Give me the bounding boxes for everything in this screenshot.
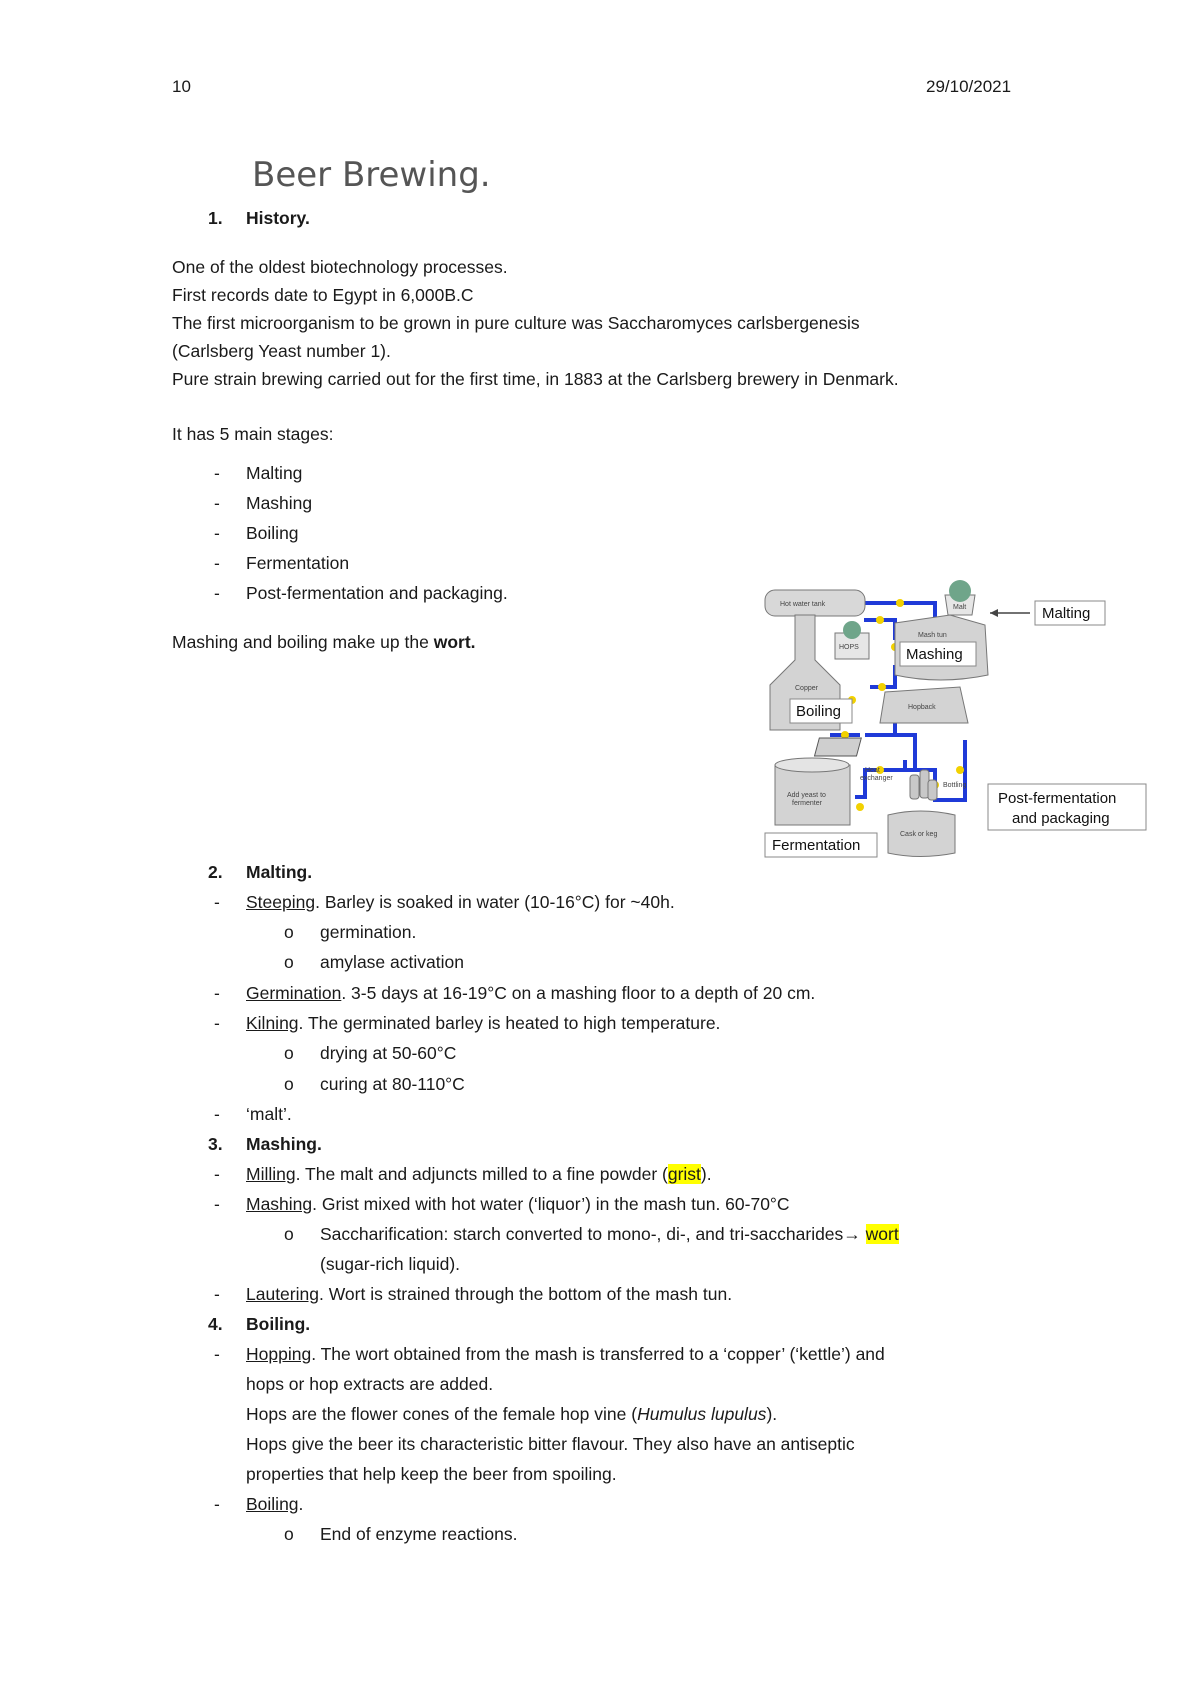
boiling-sub: End of enzyme reactions.	[320, 1524, 518, 1544]
kilning-sub: curing at 80-110°C	[320, 1074, 465, 1094]
add-yeast-label-2: fermenter	[792, 800, 822, 807]
section-number: 1.	[208, 208, 223, 228]
hops-label: HOPS	[839, 644, 859, 651]
hops-latin: Humulus lupulus	[637, 1404, 767, 1424]
germination-text: . 3-5 days at 16-19°C on a mashing floor to a depth of 20 cm.	[341, 983, 816, 1003]
section-number: 4.	[208, 1314, 223, 1334]
bottling-label: Bottling	[943, 782, 967, 789]
lautering-text: . Wort is strained through the bottom of the mash tun.	[318, 1284, 733, 1304]
hopping-line	[246, 1340, 885, 1368]
hops-pile	[843, 621, 861, 639]
boiling-callout-label: Boiling	[796, 703, 842, 720]
grist-highlight: grist	[667, 1164, 701, 1184]
milling-text: . The malt and adjuncts milled to a fine powder (	[295, 1164, 668, 1184]
document-title: Beer Brewing.	[252, 155, 491, 195]
lautering-term: Lautering	[246, 1284, 319, 1304]
steeping-term: Steeping	[246, 892, 316, 912]
wort-note	[172, 628, 476, 656]
stage-item: Boiling	[246, 523, 299, 543]
milling-term: Milling	[246, 1164, 296, 1184]
dash-bullet: -	[214, 1104, 220, 1124]
add-yeast-label-1: Add yeast to	[787, 792, 826, 799]
germination-term: Germination	[246, 983, 342, 1003]
heat-exchanger	[815, 738, 862, 756]
dash-bullet: -	[214, 583, 220, 603]
hot-water-tank-label: Hot water tank	[780, 601, 826, 608]
section-heading-mashing: Mashing.	[246, 1134, 322, 1154]
steeping-sub: amylase activation	[320, 952, 464, 972]
circle-bullet: o	[284, 1224, 294, 1244]
circle-bullet: o	[284, 1074, 294, 1094]
boiling-text: .	[298, 1494, 304, 1514]
milling-line	[246, 1160, 712, 1188]
lautering-line	[246, 1280, 732, 1308]
boiling-line	[246, 1490, 303, 1518]
kilning-text: . The germinated barley is heated to high temperature.	[298, 1013, 721, 1033]
history-line: (Carlsberg Yeast number 1).	[172, 341, 391, 361]
hopping-term: Hopping	[246, 1344, 312, 1364]
mashing-text: . Grist mixed with hot water (‘liquor’) in the mash tun. 60-70°C	[312, 1194, 790, 1214]
mash-tun-label: Mash tun	[918, 632, 947, 639]
heat-exchanger-label-1: Heat	[865, 767, 880, 774]
post-fermentation-label-1: Post-fermentation	[998, 790, 1117, 807]
cask-keg-label: Cask or keg	[900, 831, 938, 838]
kilning-sub: drying at 50-60°C	[320, 1043, 457, 1063]
mashing-line	[246, 1190, 790, 1218]
boiling-term: Boiling	[246, 1494, 299, 1514]
fermentation-callout-label: Fermentation	[772, 837, 861, 854]
malt-label: Malt	[953, 604, 967, 611]
stage-item: Fermentation	[246, 553, 350, 573]
stage-item: Post-fermentation and packaging.	[246, 583, 508, 603]
dash-bullet: -	[214, 463, 220, 483]
wort-note-text: Mashing and boiling make up the	[172, 632, 434, 652]
mashing-callout-label: Mashing	[906, 646, 963, 663]
section-heading-boiling: Boiling.	[246, 1314, 311, 1334]
milling-end: ).	[700, 1164, 712, 1184]
kilning-line	[246, 1009, 720, 1037]
hops-def-end: ).	[766, 1404, 778, 1424]
dash-bullet: -	[214, 1284, 220, 1304]
hops-line: Hops give the beer its characteristic bitter flavour. They also have an antiseptic	[246, 1434, 855, 1454]
post-fermentation-label-2: and packaging	[1012, 810, 1110, 827]
dash-bullet: -	[214, 1194, 220, 1214]
circle-bullet: o	[284, 922, 294, 942]
history-line: Pure strain brewing carried out for the first time, in 1883 at the Carlsberg brewery in Denmark.	[172, 369, 899, 389]
circle-bullet: o	[284, 952, 294, 972]
stages-intro: It has 5 main stages:	[172, 424, 334, 444]
dash-bullet: -	[214, 1013, 220, 1033]
dash-bullet: -	[214, 1344, 220, 1364]
malt-pile	[949, 580, 971, 602]
copper-label: Copper	[795, 685, 818, 692]
hopping-cont: hops or hop extracts are added.	[246, 1374, 494, 1394]
hops-line: properties that help keep the beer from spoiling.	[246, 1464, 617, 1484]
kilning-term: Kilning	[246, 1013, 299, 1033]
dash-bullet: -	[214, 892, 220, 912]
history-line: First records date to Egypt in 6,000B.C	[172, 285, 474, 305]
stage-item: Mashing	[246, 493, 313, 513]
section-number: 3.	[208, 1134, 223, 1154]
section-heading-history: History.	[246, 208, 310, 228]
circle-bullet: o	[284, 1043, 294, 1063]
wort-note-bold: wort.	[433, 632, 476, 652]
germination-line	[246, 979, 815, 1007]
section-heading-malting: Malting.	[246, 862, 313, 882]
saccharification-line	[320, 1220, 899, 1248]
dash-bullet: -	[214, 493, 220, 513]
mashing-term: Mashing	[246, 1194, 313, 1214]
saccharification-cont: (sugar-rich liquid).	[320, 1254, 461, 1274]
wort-highlight: wort	[865, 1224, 899, 1244]
brewing-process-diagram	[760, 575, 1150, 905]
dash-bullet: -	[214, 1494, 220, 1514]
page-number: 10	[172, 77, 191, 96]
hops-def-text: Hops are the flower cones of the female hop vine (	[246, 1404, 638, 1424]
steeping-sub: germination.	[320, 922, 417, 942]
malting-callout-label: Malting	[1042, 605, 1091, 622]
hops-definition	[246, 1400, 777, 1428]
page-date: 29/10/2021	[926, 77, 1012, 96]
history-line: The first microorganism to be grown in pure culture was Saccharomyces carlsbergenesis	[172, 313, 860, 333]
bottles	[910, 770, 937, 800]
history-line: One of the oldest biotechnology processes.	[172, 257, 508, 277]
section-number: 2.	[208, 862, 223, 882]
dash-bullet: -	[214, 1164, 220, 1184]
saccharification-text: Saccharification: starch converted to mono-, di-, and tri-saccharides→	[320, 1224, 866, 1244]
heat-exchanger-label-2: exchanger	[860, 775, 893, 782]
hopback-label: Hopback	[908, 704, 936, 711]
circle-bullet: o	[284, 1524, 294, 1544]
steeping-line	[246, 888, 675, 916]
stage-item: Malting	[246, 463, 303, 483]
dash-bullet: -	[214, 983, 220, 1003]
dash-bullet: -	[214, 523, 220, 543]
steeping-text: . Barley is soaked in water (10-16°C) for ~40h.	[315, 892, 675, 912]
malt-line: ‘malt’.	[246, 1104, 292, 1124]
hopping-text: . The wort obtained from the mash is transferred to a ‘copper’ (‘kettle’) and	[311, 1344, 885, 1364]
dash-bullet: -	[214, 553, 220, 573]
